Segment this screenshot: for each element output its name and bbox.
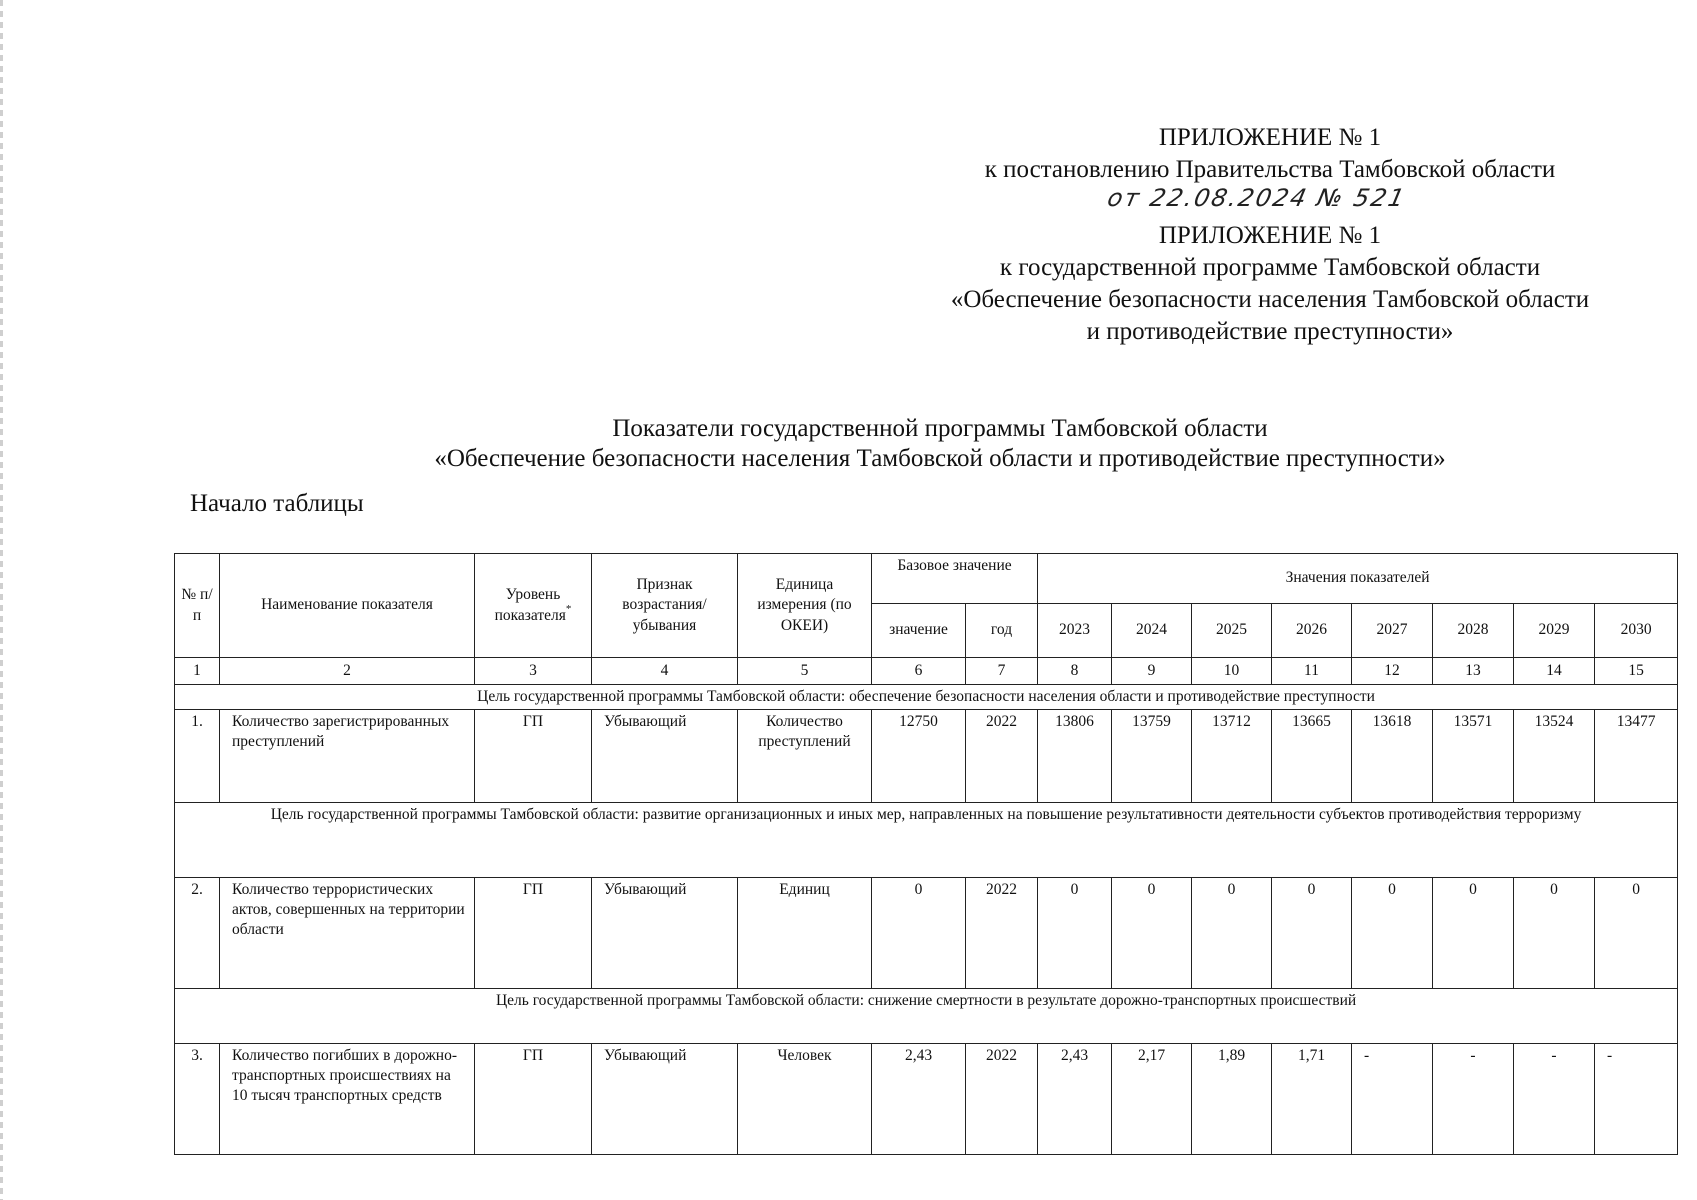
row-value: 13524 (1514, 710, 1595, 803)
table-row (175, 878, 1678, 989)
row-unit: Человек (738, 1044, 872, 1155)
row-value: - (1595, 1044, 1678, 1155)
row-value: 0 (1038, 878, 1112, 989)
column-number: 6 (872, 658, 966, 685)
header-level (475, 554, 592, 658)
row-unit: Единиц (738, 878, 872, 989)
header-year: 2028 (1433, 604, 1514, 658)
row-value: 2,17 (1112, 1044, 1192, 1155)
row-trend: Убывающий (592, 878, 738, 989)
row-value: 0 (1192, 878, 1272, 989)
row-base-year: 2022 (966, 710, 1038, 803)
indicators-table (174, 553, 1678, 1155)
header-base-year: год (966, 604, 1038, 658)
row-value: 0 (1433, 878, 1514, 989)
row-value: 1,71 (1272, 1044, 1352, 1155)
column-number: 1 (175, 658, 220, 685)
row-value: - (1514, 1044, 1595, 1155)
column-number: 11 (1272, 658, 1352, 685)
column-number: 2 (220, 658, 475, 685)
appendix-header (880, 122, 1660, 348)
row-value: 0 (1595, 878, 1678, 989)
column-number: 12 (1352, 658, 1433, 685)
row-level: ГП (475, 710, 592, 803)
column-number: 5 (738, 658, 872, 685)
appendix-title-2: ПРИЛОЖЕНИЕ № 1 (1158, 222, 1382, 249)
column-number: 8 (1038, 658, 1112, 685)
row-base-value: 0 (872, 878, 966, 989)
handwritten-date-number: от 22.08.2024 № 521 (1105, 184, 1409, 212)
row-unit: Количество преступлений (738, 710, 872, 803)
row-value: 13665 (1272, 710, 1352, 803)
goal-row (175, 685, 1678, 710)
row-value: 0 (1272, 878, 1352, 989)
header-year: 2026 (1272, 604, 1352, 658)
table-row (175, 1044, 1678, 1155)
header-values: Значения показателей (1038, 554, 1678, 604)
header-num: № п/п (175, 554, 220, 658)
row-value: 13571 (1433, 710, 1514, 803)
header-base-value: значение (872, 604, 966, 658)
header-row-1 (175, 554, 1678, 604)
row-name: Количество погибших в дорожно-транспортных происшествиях на 10 тысяч транспортных средств (220, 1044, 475, 1155)
row-level: ГП (475, 1044, 592, 1155)
header-base: Базовое значение (872, 554, 1038, 604)
row-name: Количество зарегистрированных преступлений (220, 710, 475, 803)
header-level-footnote-mark: * (565, 602, 572, 615)
row-base-value: 12750 (872, 710, 966, 803)
column-number: 9 (1112, 658, 1192, 685)
goal-row (175, 803, 1678, 878)
row-level: ГП (475, 878, 592, 989)
goal-text: Цель государственной программы Тамбовской области: обеспечение безопасности населения области и противодействие преступности (175, 685, 1678, 710)
row-num: 2. (175, 878, 220, 989)
program-line-3: и противодействие преступности» (1086, 318, 1454, 345)
row-value: 13477 (1595, 710, 1678, 803)
row-value: 0 (1112, 878, 1192, 989)
header-trend: Признак возрастания/ убывания (592, 554, 738, 658)
document-title-line-2: «Обеспечение безопасности населения Тамбовской области и противодействие преступности» (434, 445, 1446, 472)
row-value: - (1433, 1044, 1514, 1155)
column-number: 13 (1433, 658, 1514, 685)
column-number: 3 (475, 658, 592, 685)
row-num: 3. (175, 1044, 220, 1155)
header-year: 2029 (1514, 604, 1595, 658)
row-value: 13806 (1038, 710, 1112, 803)
row-value: 2,43 (1038, 1044, 1112, 1155)
column-number: 15 (1595, 658, 1678, 685)
row-value: 1,89 (1192, 1044, 1272, 1155)
header-year: 2025 (1192, 604, 1272, 658)
column-numbers-row (175, 658, 1678, 685)
header-unit: Единица измерения (по ОКЕИ) (738, 554, 872, 658)
document-title (170, 414, 1697, 474)
header-year: 2027 (1352, 604, 1433, 658)
goal-text: Цель государственной программы Тамбовской области: развитие организационных и иных мер, направленных на повышение результативности деятельности субъектов противодействия терроризму (175, 803, 1678, 878)
table-caption: Начало таблицы (190, 490, 364, 517)
row-name: Количество террористических актов, совершенных на территории области (220, 878, 475, 989)
appendix-title: ПРИЛОЖЕНИЕ № 1 (1158, 124, 1382, 151)
row-base-value: 2,43 (872, 1044, 966, 1155)
header-name: Наименование показателя (220, 554, 475, 658)
column-number: 14 (1514, 658, 1595, 685)
row-base-year: 2022 (966, 1044, 1038, 1155)
document-title-line-1: Показатели государственной программы Тамбовской области (612, 415, 1268, 442)
table-row (175, 710, 1678, 803)
scan-edge (0, 0, 3, 1200)
row-trend: Убывающий (592, 710, 738, 803)
goal-text: Цель государственной программы Тамбовской области: снижение смертности в результате дорожно-транспортных происшествий (175, 989, 1678, 1044)
row-value: 13618 (1352, 710, 1433, 803)
row-value: 0 (1352, 878, 1433, 989)
row-value: - (1352, 1044, 1433, 1155)
column-number: 7 (966, 658, 1038, 685)
program-line-2: «Обеспечение безопасности населения Тамбовской области (950, 286, 1590, 313)
decree-line: к постановлению Правительства Тамбовской области (984, 156, 1556, 183)
row-value: 0 (1514, 878, 1595, 989)
program-line-1: к государственной программе Тамбовской области (999, 254, 1541, 281)
column-number: 4 (592, 658, 738, 685)
row-value: 13712 (1192, 710, 1272, 803)
row-num: 1. (175, 710, 220, 803)
header-year: 2024 (1112, 604, 1192, 658)
header-year: 2023 (1038, 604, 1112, 658)
header-year: 2030 (1595, 604, 1678, 658)
row-value: 13759 (1112, 710, 1192, 803)
row-base-year: 2022 (966, 878, 1038, 989)
column-number: 10 (1192, 658, 1272, 685)
header-level-text: Уровень показателя (494, 586, 566, 624)
goal-row (175, 989, 1678, 1044)
row-trend: Убывающий (592, 1044, 738, 1155)
